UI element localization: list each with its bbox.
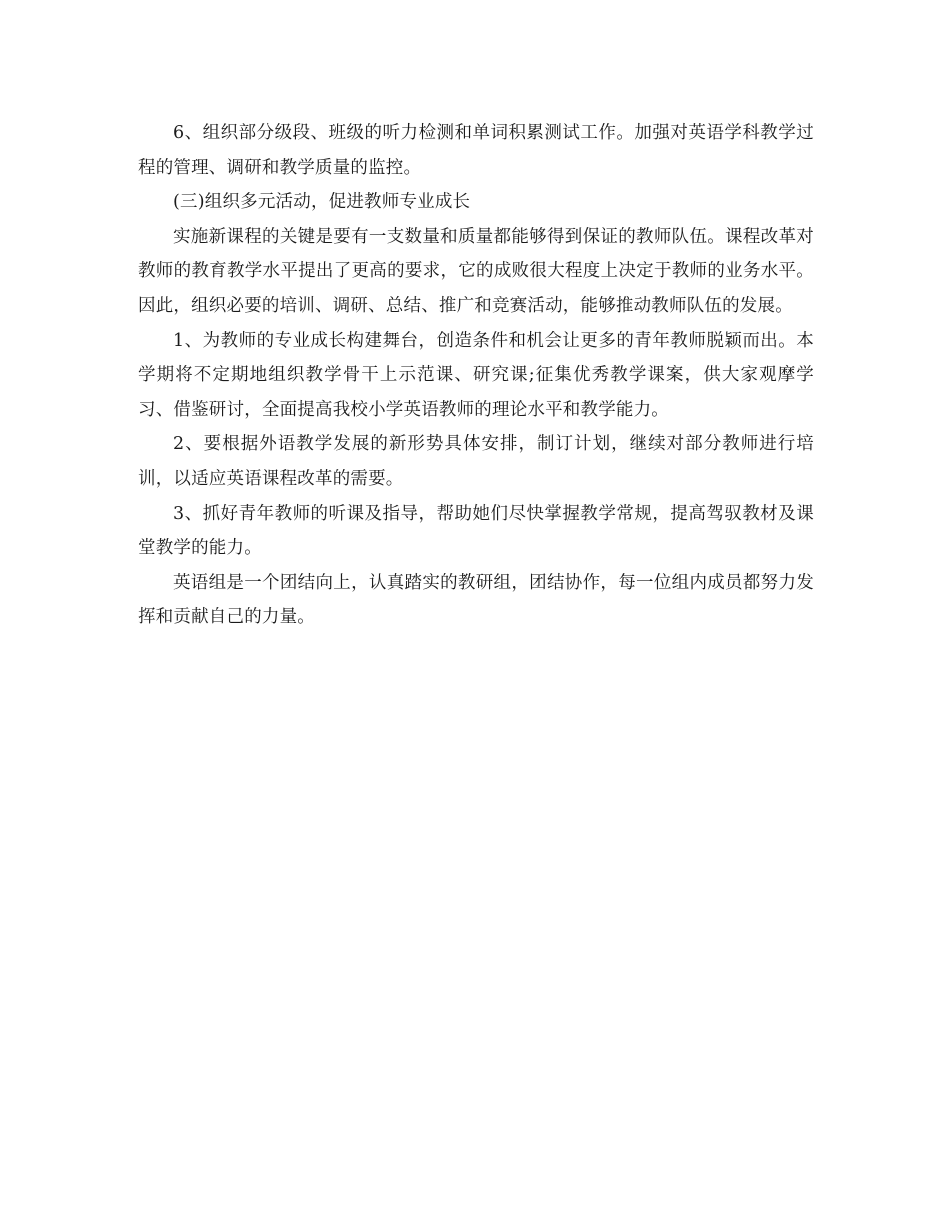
paragraph-item-3: 3、抓好青年教师的听课及指导，帮助她们尽快掌握教学常规，提高驾驭教材及课堂教学的能力。 (138, 503, 814, 559)
paragraph-item-2: 2、要根据外语教学发展的新形势具体安排，制订计划，继续对部分教师进行培训，以适应英语课程改革的需要。 (138, 434, 814, 489)
paragraph-item-1: 1、为教师的专业成长构建舞台，创造条件和机会让更多的青年教师脱颖而出。本学期将不定期地组织教学骨干上示范课、研究课;征集优秀教学课案，供大家观摩学习、借鉴研讨，全面提高我校小学英语教师的理论水平和教学能力。 (138, 330, 814, 420)
paragraph-item-6: 6、组织部分级段、班级的听力检测和单词积累测试工作。加强对英语学科教学过程的管理、调研和教学质量的监控。 (138, 123, 814, 178)
document-body (138, 116, 814, 635)
section-heading-3: (三)组织多元活动，促进教师专业成长 (173, 192, 471, 213)
paragraph-intro: 实施新课程的关键是要有一支数量和质量都能够得到保证的教师队伍。课程改革对教师的教育教学水平提出了更高的要求，它的成败很大程度上决定于教师的业务水平。因此，组织必要的培训、调研、总结、推广和竞赛活动，能够推动教师队伍的发展。 (138, 226, 814, 316)
paragraph-conclusion: 英语组是一个团结向上，认真踏实的教研组，团结协作，每一位组内成员都努力发挥和贡献自己的力量。 (138, 572, 814, 628)
